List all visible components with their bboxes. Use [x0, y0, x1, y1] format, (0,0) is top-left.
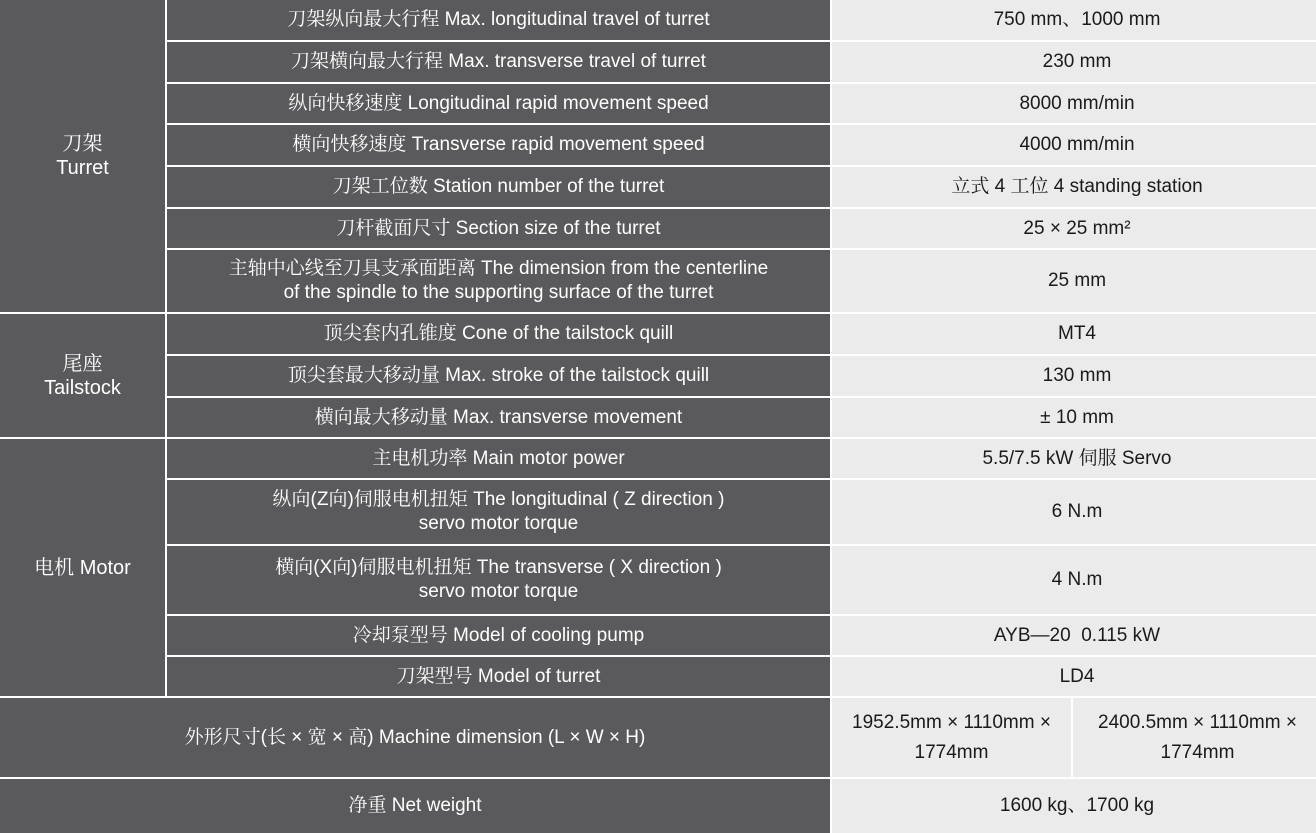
param-label: 横向最大移动量 Max. transverse movement: [314, 406, 683, 428]
param-label: 顶尖套内孔锥度 Cone of the tailstock quill: [323, 323, 674, 345]
value-cell: [832, 0, 1316, 40]
param-cell: [167, 314, 830, 354]
group-tailstock: [0, 314, 165, 437]
param-label: 主电机功率 Main motor power: [372, 447, 625, 469]
param-cell: [167, 480, 830, 544]
value-label-line2: 1774mm: [914, 741, 989, 763]
param-label-line2: of the spindle to the supporting surface of the turret: [283, 282, 714, 303]
value-label: AYB—20 0.115 kW: [993, 624, 1161, 646]
value-label: 25 × 25 mm²: [1023, 217, 1131, 239]
param-label-line1: 主轴中心线至刀具支承面距离 The dimension from the centerline: [228, 258, 769, 280]
value-label: 立式 4 工位 4 standing station: [951, 176, 1203, 198]
value-label: 6 N.m: [1051, 501, 1103, 523]
value-label-line2: 1774mm: [1160, 741, 1235, 763]
value-cell: [832, 250, 1316, 312]
group-turret-zh: 刀架: [62, 133, 103, 155]
value-cell: [832, 314, 1316, 354]
param-label: 刀架横向最大行程 Max. transverse travel of turret: [291, 51, 706, 73]
value-label: LD4: [1059, 665, 1095, 687]
value-label: ± 10 mm: [1040, 406, 1114, 428]
value-cell: [832, 209, 1316, 248]
param-label-line2: servo motor torque: [418, 513, 579, 534]
group-tailstock-zh: 尾座: [62, 352, 103, 375]
value-label: 230 mm: [1042, 51, 1112, 73]
group-tailstock-en: Tailstock: [44, 376, 121, 399]
value-label: 4000 mm/min: [1019, 134, 1135, 156]
value-label: 25 mm: [1047, 270, 1107, 292]
value-cell: [832, 439, 1316, 478]
param-label: 刀架工位数 Station number of the turret: [332, 176, 665, 198]
param-cell: [167, 0, 830, 40]
param-label: 顶尖套最大移动量 Max. stroke of the tailstock quill: [287, 365, 710, 387]
value-cell: [832, 167, 1316, 207]
param-cell: [167, 439, 830, 478]
param-label-line2: servo motor torque: [418, 581, 579, 602]
param-cell: [167, 209, 830, 248]
param-label: 净重 Net weight: [348, 795, 482, 817]
param-cell: [167, 657, 830, 696]
param-label: 冷却泵型号 Model of cooling pump: [352, 624, 645, 646]
param-label-line1: 纵向(Z向)伺服电机扭矩 The longitudinal ( Z direction ): [272, 489, 725, 511]
value-label: 4 N.m: [1051, 569, 1103, 591]
value-cell: [832, 125, 1316, 165]
param-cell: [167, 250, 830, 312]
param-label: 横向快移速度 Transverse rapid movement speed: [292, 134, 705, 156]
param-cell: [167, 84, 830, 123]
param-cell: [167, 125, 830, 165]
value-label: 1600 kg、1700 kg: [999, 795, 1155, 817]
group-turret-en: Turret: [56, 157, 109, 179]
param-cell: [167, 42, 830, 82]
group-motor: [0, 439, 165, 696]
param-label: 外形尺寸(长 × 宽 × 高) Machine dimension (L × W × H): [184, 726, 646, 748]
group-turret: [0, 0, 165, 312]
value-cell: [832, 42, 1316, 82]
value-cell: [832, 657, 1316, 696]
value-label-line1: 2400.5mm × 1110mm ×: [1098, 712, 1297, 734]
value-cell: [832, 84, 1316, 123]
value-label: 5.5/7.5 kW 伺服 Servo: [982, 447, 1172, 469]
value-label: 130 mm: [1042, 365, 1112, 387]
param-cell: [167, 356, 830, 396]
param-cell: [167, 167, 830, 207]
param-cell-dimension: [0, 698, 830, 777]
value-cell: [832, 356, 1316, 396]
value-label: MT4: [1058, 323, 1096, 345]
group-motor-label: 电机 Motor: [34, 556, 131, 579]
param-label: 刀杆截面尺寸 Section size of the turret: [336, 217, 661, 239]
param-cell: [167, 398, 830, 437]
param-label: 刀架型号 Model of turret: [396, 665, 601, 687]
value-cell: [832, 546, 1316, 614]
value-cell-dimension-a: [832, 698, 1071, 777]
param-label-line1: 横向(X向)伺服电机扭矩 The transverse ( X direction ): [275, 557, 722, 579]
value-cell-weight: [832, 779, 1316, 833]
value-label: 750 mm、1000 mm: [993, 9, 1161, 31]
value-label: 8000 mm/min: [1019, 92, 1135, 114]
value-cell-dimension-b: [1073, 698, 1316, 777]
param-label: 纵向快移速度 Longitudinal rapid movement speed: [288, 92, 709, 114]
value-cell: [832, 480, 1316, 544]
value-label-line1: 1952.5mm × 1110mm ×: [852, 712, 1051, 734]
param-cell: [167, 616, 830, 655]
value-cell: [832, 616, 1316, 655]
value-cell: [832, 398, 1316, 437]
param-cell-weight: [0, 779, 830, 833]
param-cell: [167, 546, 830, 614]
param-label: 刀架纵向最大行程 Max. longitudinal travel of turret: [287, 9, 710, 31]
